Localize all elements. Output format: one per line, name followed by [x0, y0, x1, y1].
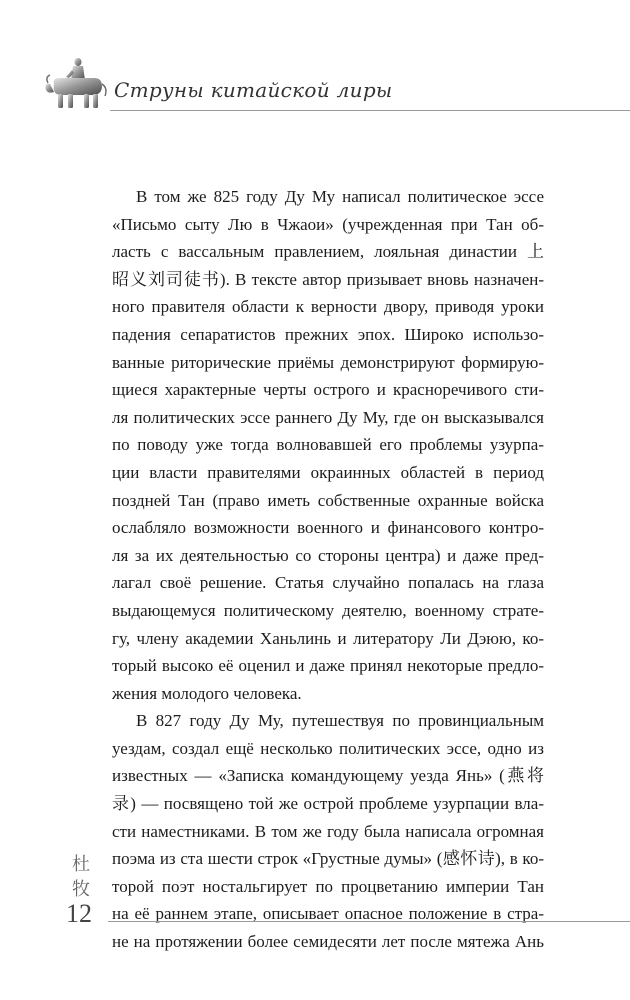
- text-line: гу, члену академии Ханьлинь и литератору Ли Дэюю, ко-: [112, 628, 544, 648]
- side-hanzi-char: 牧: [72, 879, 90, 900]
- text-line: на её раннем этапе, описывает опасное положение в стра-: [112, 904, 544, 924]
- text-line: ослабляло возможности военного и финансового контро-: [112, 518, 544, 538]
- text-line: известных — «Записка командующему уезда Янь» (燕将: [112, 766, 544, 786]
- text-line: щиеся характерные черты острого и красноречивого сти-: [112, 380, 544, 400]
- text-line: поздней Тан (право иметь собственные охранные войска: [112, 490, 544, 510]
- text-line: торой поэт ностальгирует по процветанию империи Тан: [112, 876, 544, 896]
- page-number: 12: [66, 899, 92, 928]
- text-line: В том же 825 году Ду Му написал политическое эссе: [136, 187, 544, 206]
- running-header: [0, 0, 630, 120]
- text-line: торый высоко её оценил и даже принял некоторые предло-: [112, 656, 544, 676]
- text-line: уездам, создал ещё несколько политических эссе, одно из: [112, 738, 544, 758]
- text-line: по поводу уже тогда волновавшей его проблемы узурпа-: [112, 435, 544, 455]
- text-line: ля за их деятельностью со стороны центра) и даже пред-: [112, 545, 544, 565]
- text-line: поэма из ста шести строк «Грустные думы» (感怀诗), в ко-: [112, 849, 544, 869]
- side-hanzi-char: 杜: [72, 854, 90, 875]
- text-line: не на протяжении более семидесяти лет после мятежа Ань: [112, 932, 544, 952]
- text-line: жения молодого человека.: [112, 683, 302, 703]
- text-line: ции власти правителями окраинных областей в период: [112, 462, 544, 482]
- ox-figurine-icon: [42, 50, 110, 112]
- running-header-title: Струны китайской лиры: [114, 78, 393, 102]
- text-line: ного правителя области к верности двору, приводя уроки: [112, 297, 544, 317]
- text-line: ля политических эссе раннего Ду Му, где он высказывался: [112, 407, 544, 427]
- text-line: 录) — посвящено той же острой проблеме узурпации вла-: [112, 794, 544, 814]
- text-line: падения сепаратистов прежних эпох. Широко использо-: [112, 324, 544, 344]
- header-rule: [110, 110, 630, 111]
- text-line: ванные риторические приёмы демонстрируют формирую-: [112, 352, 544, 372]
- text-line: «Письмо сыту Лю в Чжаои» (учрежденная при Тан об-: [112, 214, 544, 234]
- text-line: лагал своё решение. Статья случайно попалась на глаза: [112, 573, 544, 593]
- text-line: В 827 году Ду Му, путешествуя по провинциальным: [136, 711, 544, 731]
- text-line: 昭义刘司徒书). В тексте автор призывает вновь назначен-: [112, 269, 544, 289]
- body-text: [112, 183, 544, 956]
- text-line: ласть с вассальным правлением, лояльная династии 上: [112, 242, 544, 262]
- footer-rule: [108, 921, 630, 922]
- text-line: сти наместниками. В том же году была написала огромная: [112, 821, 544, 841]
- text-line: выдающемуся политическому деятелю, военному страте-: [112, 600, 544, 620]
